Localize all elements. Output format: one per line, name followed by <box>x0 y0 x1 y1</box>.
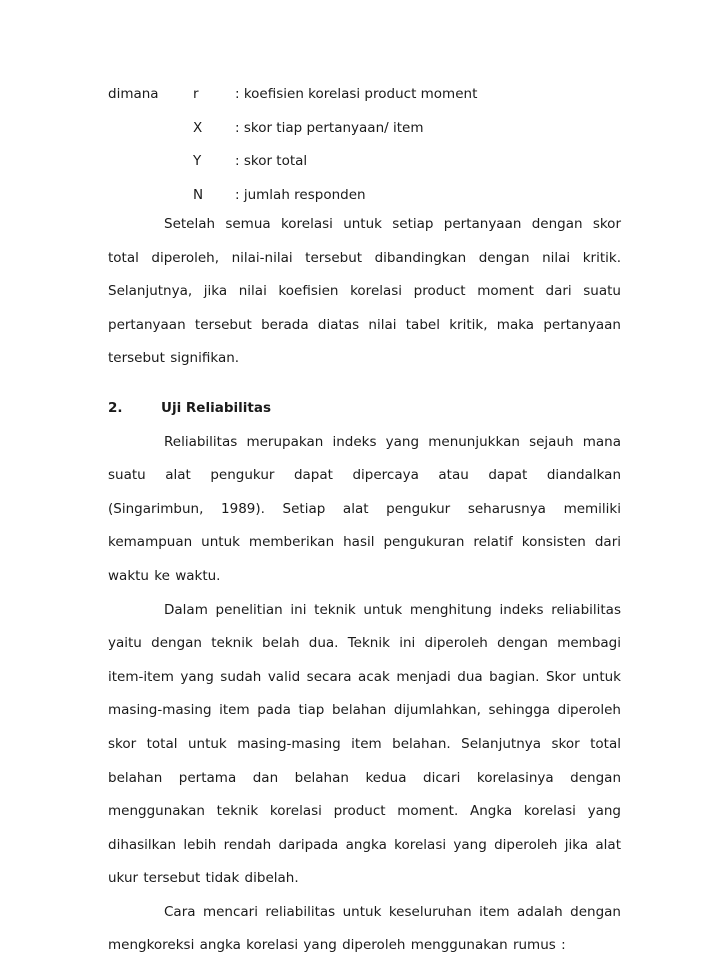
paragraph-validity-conclusion: Setelah semua korelasi untuk setiap pertanyaan dengan skor total diperoleh, nilai-nilai tersebut dibandingkan dengan nilai kritik. Selanjutnya, jika nilai koefisien korelasi product moment dari suatu pertanyaan tersebut berada diatas nilai tabel kritik, maka pertanyaan tersebut signifikan. <box>108 216 621 367</box>
definition-symbol: X <box>193 119 203 136</box>
paragraph-formula-intro: Cara mencari reliabilitas untuk keseluruhan item adalah dengan mengkoreksi angka korelasi yang diperoleh menggunakan rumus : <box>108 903 621 954</box>
definition-description: : jumlah responden <box>235 186 366 203</box>
definitions-lead: dimana <box>108 86 159 102</box>
paragraph-reliability-definition: Reliabilitas merupakan indeks yang menunjukkan sejauh mana suatu alat pengukur dapat dipercaya atau dapat diandalkan (Singarimbun, 1989). Setiap alat pengukur seharusnya memiliki kemampuan untuk memberikan hasil pengukuran relatif konsisten dari waktu ke waktu. <box>108 433 621 584</box>
variable-definitions <box>108 83 628 217</box>
definition-row-r <box>108 83 628 117</box>
definition-row-y <box>108 150 628 184</box>
definition-description: : skor tiap pertanyaan/ item <box>235 119 424 136</box>
document-body <box>108 208 621 963</box>
definition-row-x <box>108 117 628 151</box>
section-number: 2. <box>108 399 123 416</box>
section-heading <box>108 392 621 426</box>
paragraph-split-half-method: Dalam penelitian ini teknik untuk menghitung indeks reliabilitas yaitu dengan teknik belah dua. Teknik ini diperoleh dengan membagi item-item yang sudah valid secara acak menjadi dua bagian. Skor untuk masing-masing item pada tiap belahan dijumlahkan, sehingga diperoleh skor total untuk masing-masing item belahan. Selanjutnya skor total belahan pertama dan belahan kedua dicari korelasinya dengan menggunakan teknik korelasi product moment. Angka korelasi yang dihasilkan lebih rendah daripada angka korelasi yang diperoleh jika alat ukur tersebut tidak dibelah. <box>108 601 621 887</box>
definition-description: : koefisien korelasi product moment <box>235 86 478 102</box>
definition-symbol: Y <box>193 153 202 169</box>
definition-symbol: N <box>193 186 204 203</box>
section-title: Uji Reliabilitas <box>161 399 271 416</box>
definition-description: : skor total <box>235 153 308 169</box>
definition-symbol: r <box>193 86 199 102</box>
